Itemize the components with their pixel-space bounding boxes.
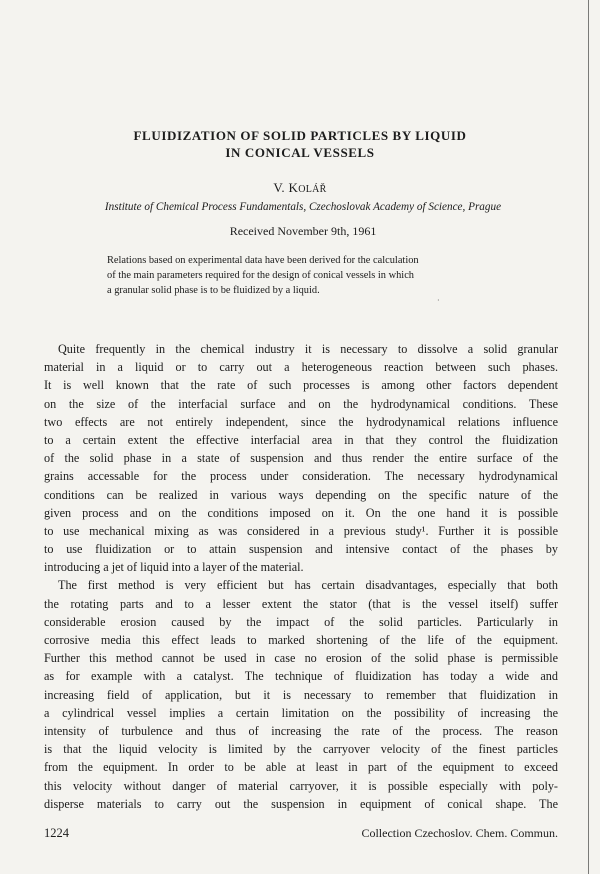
received-date: Received November 9th, 1961	[229, 224, 377, 238]
page-number: 1224	[44, 826, 69, 840]
abstract-line: Relations based on experimental data have been derived for the calculation	[107, 255, 419, 266]
body-line: conditions can be realized in various ways depending on the specific nature of the	[44, 487, 558, 502]
body-line: two effects are not entirely independent, since the hydrodynamical relations influence	[44, 414, 558, 429]
body-text	[44, 340, 558, 813]
body-line: a cylindrical vessel implies a certain limitation on the possibility of increasing the	[44, 705, 558, 720]
body-line: as for example with a catalyst. The technique of fluidization has today a wide and	[44, 669, 558, 684]
body-line: material in a liquid or to carry out a heterogeneous reaction between such phases.	[44, 360, 558, 375]
body-line: of the solid phase in a state of suspension and thus render the entire surface of the	[44, 451, 558, 466]
body-line: from the equipment. In order to be able at least in part of the equipment to exceed	[44, 760, 558, 775]
abstract-line: a granular solid phase is to be fluidized by a liquid.	[107, 285, 320, 296]
institution: Institute of Chemical Process Fundamentals, Czechoslovak Academy of Science, Prague	[104, 201, 502, 213]
body-line: to use fluidization or to attain suspension and intensive contact of the phases by	[44, 542, 558, 557]
body-line: Quite frequently in the chemical industry it is necessary to dissolve a solid granular	[58, 342, 558, 356]
body-line: to use mechanical mixing as was considered in a previous study¹. Further it is possible	[44, 523, 558, 538]
stray-mark: ·	[437, 296, 440, 305]
body-line: to a certain extent the effective interfacial area in that they control the fluidization	[44, 432, 558, 447]
abstract	[107, 253, 527, 298]
body-line: considerable erosion caused by the impact of the solid particles. Particularly in	[44, 614, 558, 629]
body-line: this velocity without danger of material carryover, it is possible especially with poly-	[44, 778, 558, 793]
body-line: on the size of the interfacial surface and on the hydrodynamical conditions. These	[44, 396, 558, 411]
body-line: corrosive media this effect leads to marked shortening of the life of the equipment.	[44, 633, 558, 647]
journal-name: Collection Czechoslov. Chem. Commun.	[361, 826, 558, 840]
body-line: is that the liquid velocity is limited by the carryover velocity of the finest particles	[44, 742, 558, 757]
body-line: The first method is very efficient but has certain disadvantages, especially that both	[58, 578, 558, 593]
body-line: given process and on the conditions imposed on it. On the one hand it is possible	[44, 505, 558, 520]
article-title-line-1: FLUIDIZATION OF SOLID PARTICLES BY LIQUID	[133, 128, 467, 143]
article-title-line-2: IN CONICAL VESSELS	[225, 145, 375, 160]
body-line: intensity of turbulence and thus of increasing the rate of the process. The reason	[44, 723, 558, 738]
body-line: disperse materials to carry out the suspension in equipment of conical shape. The	[44, 796, 558, 811]
body-line: increasing field of application, but it is necessary to remember that fluidization in	[44, 687, 558, 702]
body-line: grains accessable for the process under consideration. The necessary hydrodynamical	[44, 469, 558, 484]
author	[60, 180, 540, 196]
scan-edge-line	[588, 0, 589, 874]
body-line: Further this method cannot be used in case no erosion of the solid phase is permissible	[44, 651, 558, 666]
abstract-line: of the main parameters required for the design of conical vessels in which	[107, 270, 414, 281]
author-initial: V. K	[273, 180, 299, 195]
body-line: introducing a jet of liquid into a layer of the material.	[44, 560, 304, 575]
body-line: the rotating parts and to a lesser extent the stator (that is the vessel itself) suffer	[44, 596, 558, 611]
body-line: It is well known that the rate of such processes is among other factors dependent	[44, 378, 558, 393]
author-surname: OLÁŘ	[298, 184, 327, 195]
